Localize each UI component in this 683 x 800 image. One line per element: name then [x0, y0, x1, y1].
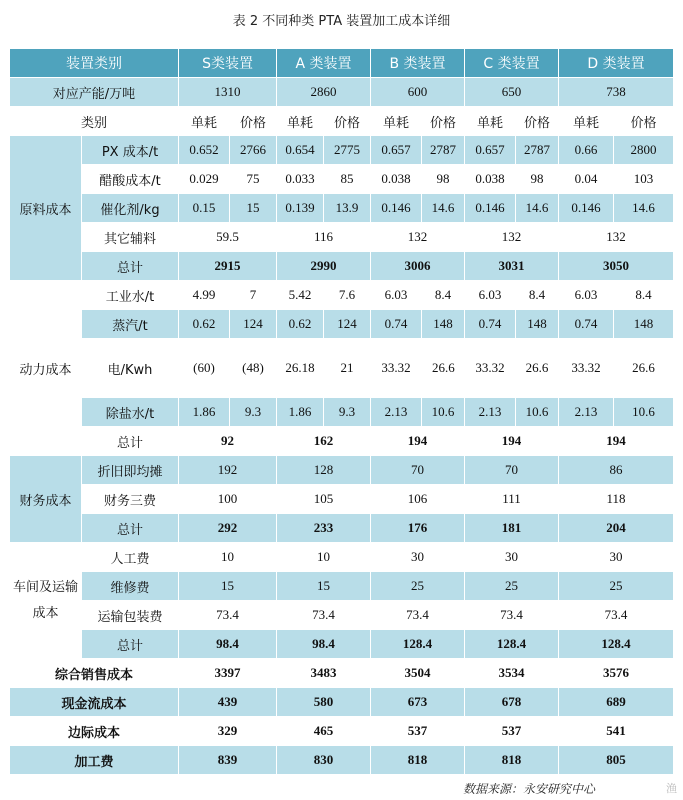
table-cell: 8.4: [516, 281, 559, 310]
subheader-price: 价格: [324, 107, 371, 136]
table-cell: 0.74: [371, 310, 422, 339]
table-row: [10, 194, 674, 223]
watermark-logo: 渔: [666, 782, 677, 795]
subheader-row: [10, 107, 674, 136]
table-cell: 100: [179, 485, 277, 514]
table-cell: 10.6: [516, 398, 559, 427]
table-cell: 8.4: [614, 281, 674, 310]
row-label: 醋酸成本/t: [82, 165, 179, 194]
total-row: [10, 252, 674, 281]
header-device: B 类装置: [371, 49, 465, 78]
subheader-unit: 单耗: [277, 107, 324, 136]
table-row: [10, 572, 674, 601]
table-cell: 0.146: [559, 194, 614, 223]
row-label: 总计: [82, 427, 179, 456]
table-cell: 26.6: [614, 339, 674, 398]
header-device: D 类装置: [559, 49, 674, 78]
table-cell: 85: [324, 165, 371, 194]
subheader-price: 价格: [614, 107, 674, 136]
table-cell: 26.6: [516, 339, 559, 398]
table-cell: 98: [422, 165, 465, 194]
row-label: 综合销售成本: [10, 659, 179, 688]
row-label: 现金流成本: [10, 688, 179, 717]
header-category: 装置类别: [10, 49, 179, 78]
table-cell: 105: [277, 485, 371, 514]
row-label: 边际成本: [10, 717, 179, 746]
table-cell: 14.6: [422, 194, 465, 223]
table-cell: 73.4: [277, 601, 371, 630]
table-cell: 3576: [559, 659, 674, 688]
table-cell: 86: [559, 456, 674, 485]
table-cell: 0.66: [559, 136, 614, 165]
table-row: [10, 456, 674, 485]
table-cell: 2.13: [559, 398, 614, 427]
table-cell: 10: [179, 543, 277, 572]
table-cell: 118: [559, 485, 674, 514]
table-cell: 26.18: [277, 339, 324, 398]
capacity-row: [10, 78, 674, 107]
table-cell: 15: [277, 572, 371, 601]
table-cell: 124: [230, 310, 277, 339]
table-row: [10, 136, 674, 165]
table-cell: 9.3: [324, 398, 371, 427]
table-cell: 128.4: [371, 630, 465, 659]
table-cell: 98: [516, 165, 559, 194]
table-cell: 329: [179, 717, 277, 746]
row-label: 维修费: [82, 572, 179, 601]
group-power: 动力成本: [10, 281, 82, 456]
table-cell: 0.033: [277, 165, 324, 194]
row-label: 总计: [82, 514, 179, 543]
table-cell: 0.657: [371, 136, 422, 165]
table-cell: 3397: [179, 659, 277, 688]
total-row: [10, 630, 674, 659]
row-label: 其它辅料: [82, 223, 179, 252]
table-cell: 818: [371, 746, 465, 775]
subheader-unit: 单耗: [179, 107, 230, 136]
subheader-price: 价格: [422, 107, 465, 136]
table-cell: 73.4: [559, 601, 674, 630]
table-cell: 0.62: [277, 310, 324, 339]
table-cell: 0.74: [465, 310, 516, 339]
table-cell: 1310: [179, 78, 277, 107]
table-cell: 132: [371, 223, 465, 252]
wrapped-value: 26.6: [432, 360, 455, 375]
table-cell: 194: [465, 427, 559, 456]
table-cell: 6.03: [465, 281, 516, 310]
summary-row: [10, 659, 674, 688]
table-cell: 2775: [324, 136, 371, 165]
page-title: 表 2 不同种类 PTA 装置加工成本详细: [232, 14, 451, 29]
table-cell: 128.4: [465, 630, 559, 659]
table-cell: 0.62: [179, 310, 230, 339]
table-cell: 181: [465, 514, 559, 543]
table-cell: 580: [277, 688, 371, 717]
table-cell: 9.3: [230, 398, 277, 427]
table-cell: 600: [371, 78, 465, 107]
table-cell: 8.4: [422, 281, 465, 310]
table-cell: 439: [179, 688, 277, 717]
group-raw: 原料成本: [10, 136, 82, 281]
table-cell: 2787: [516, 136, 559, 165]
table-cell: 673: [371, 688, 465, 717]
table-cell: 2766: [230, 136, 277, 165]
table-cell: 30: [371, 543, 465, 572]
table-cell: 7: [230, 281, 277, 310]
header-device: A 类装置: [277, 49, 371, 78]
table-cell: 541: [559, 717, 674, 746]
table-cell: 0.04: [559, 165, 614, 194]
table-cell: 124: [324, 310, 371, 339]
table-cell: 1.86: [179, 398, 230, 427]
table-cell: 33.32: [371, 339, 422, 398]
row-label: 类别: [10, 107, 179, 136]
table-cell: 70: [371, 456, 465, 485]
table-row: [10, 223, 674, 252]
table-cell: 25: [465, 572, 559, 601]
group-finance: 财务成本: [10, 456, 82, 543]
row-label: 人工费: [82, 543, 179, 572]
row-label: 除盐水/t: [82, 398, 179, 427]
header-row: [10, 49, 674, 78]
table-cell: 537: [371, 717, 465, 746]
summary-row: [10, 746, 674, 775]
table-cell: 2787: [422, 136, 465, 165]
table-cell: 3031: [465, 252, 559, 281]
table-cell: 15: [230, 194, 277, 223]
table-cell: 830: [277, 746, 371, 775]
table-cell: 465: [277, 717, 371, 746]
row-label: 电/Kwh: [82, 339, 179, 398]
table-cell: 10.6: [614, 398, 674, 427]
table-cell: 2.13: [371, 398, 422, 427]
table-cell: 10: [277, 543, 371, 572]
table-row: [10, 310, 674, 339]
table-cell: 92: [179, 427, 277, 456]
subheader-unit: 单耗: [371, 107, 422, 136]
table-cell: 98.4: [277, 630, 371, 659]
table-row: [10, 398, 674, 427]
header-device: C 类装置: [465, 49, 559, 78]
table-cell: 2.13: [465, 398, 516, 427]
table-row: [10, 543, 674, 572]
table-cell: 10.6: [422, 398, 465, 427]
table-cell: 30: [465, 543, 559, 572]
table-cell: 738: [559, 78, 674, 107]
table-cell: 25: [371, 572, 465, 601]
table-cell: 0.146: [465, 194, 516, 223]
table-cell: (48): [230, 339, 277, 398]
table-cell: 6.03: [559, 281, 614, 310]
table-cell: 15: [179, 572, 277, 601]
table-cell: 1.86: [277, 398, 324, 427]
table-cell: 73.4: [371, 601, 465, 630]
table-row: [10, 601, 674, 630]
table-cell: 13.9: [324, 194, 371, 223]
table-cell: 2915: [179, 252, 277, 281]
table-cell: 805: [559, 746, 674, 775]
row-label: 总计: [82, 252, 179, 281]
table-row: [10, 485, 674, 514]
table-cell: 192: [179, 456, 277, 485]
table-cell: 14.6: [516, 194, 559, 223]
table-cell: 25: [559, 572, 674, 601]
table-cell: 106: [371, 485, 465, 514]
table-cell: 0.657: [465, 136, 516, 165]
table-cell: 73.4: [179, 601, 277, 630]
table-cell: 148: [516, 310, 559, 339]
table-cell: 3534: [465, 659, 559, 688]
table-cell: 4.99: [179, 281, 230, 310]
table-cell: 128: [277, 456, 371, 485]
table-cell: 0.652: [179, 136, 230, 165]
table-row: [10, 165, 674, 194]
table-row: [10, 339, 674, 398]
table-cell: 98.4: [179, 630, 277, 659]
table-cell: 73.4: [465, 601, 559, 630]
table-cell: 204: [559, 514, 674, 543]
total-row: [10, 427, 674, 456]
table-cell: 2860: [277, 78, 371, 107]
table-cell: 128.4: [559, 630, 674, 659]
table-cell: 111: [465, 485, 559, 514]
table-row: [10, 281, 674, 310]
group-workshop: 车间及运输成本: [10, 543, 82, 659]
summary-row: [10, 688, 674, 717]
table-cell: 132: [465, 223, 559, 252]
table-cell: 194: [371, 427, 465, 456]
summary-row: [10, 717, 674, 746]
row-label: 折旧即均摊: [82, 456, 179, 485]
table-cell: 70: [465, 456, 559, 485]
table-cell: 0.15: [179, 194, 230, 223]
table-cell: 148: [614, 310, 674, 339]
table-cell: 689: [559, 688, 674, 717]
table-cell: 103: [614, 165, 674, 194]
table-cell: 3006: [371, 252, 465, 281]
table-cell: 30: [559, 543, 674, 572]
table-cell: 2800: [614, 136, 674, 165]
row-label: 加工费: [10, 746, 179, 775]
subheader-price: 价格: [230, 107, 277, 136]
data-source-note: 数据来源：永安研究中心: [462, 782, 595, 796]
row-label: 蒸汽/t: [82, 310, 179, 339]
table-cell: 176: [371, 514, 465, 543]
table-cell: 132: [559, 223, 674, 252]
table-cell: 148: [422, 310, 465, 339]
row-label: 运输包装费: [82, 601, 179, 630]
table-cell: 2990: [277, 252, 371, 281]
row-label: PX 成本/t: [82, 136, 179, 165]
table-cell: 292: [179, 514, 277, 543]
table-cell: 0.146: [371, 194, 422, 223]
table-cell: 3050: [559, 252, 674, 281]
row-label: 工业水/t: [82, 281, 179, 310]
header-device: S类装置: [179, 49, 277, 78]
subheader-unit: 单耗: [559, 107, 614, 136]
table-cell: 59.5: [179, 223, 277, 252]
row-label: 财务三费: [82, 485, 179, 514]
table-cell: 33.32: [559, 339, 614, 398]
table-cell: 14.6: [614, 194, 674, 223]
table-cell: 5.42: [277, 281, 324, 310]
table-cell: 3483: [277, 659, 371, 688]
table-cell: 0.654: [277, 136, 324, 165]
table-cell: 650: [465, 78, 559, 107]
table-cell: 0.029: [179, 165, 230, 194]
table-cell: 818: [465, 746, 559, 775]
table-cell: 116: [277, 223, 371, 252]
table-cell: 162: [277, 427, 371, 456]
subheader-unit: 单耗: [465, 107, 516, 136]
cost-table: [9, 48, 674, 775]
table-cell: 33.32: [465, 339, 516, 398]
table-cell: 0.038: [371, 165, 422, 194]
table-cell: (60): [179, 339, 230, 398]
table-cell: [422, 339, 465, 398]
row-label: 对应产能/万吨: [10, 78, 179, 107]
table-cell: 7.6: [324, 281, 371, 310]
subheader-price: 价格: [516, 107, 559, 136]
table-cell: 6.03: [371, 281, 422, 310]
table-cell: 21: [324, 339, 371, 398]
total-row: [10, 514, 674, 543]
table-cell: 537: [465, 717, 559, 746]
row-label: 总计: [82, 630, 179, 659]
table-cell: 0.139: [277, 194, 324, 223]
row-label: 催化剂/kg: [82, 194, 179, 223]
table-cell: 233: [277, 514, 371, 543]
table-cell: 194: [559, 427, 674, 456]
table-cell: 3504: [371, 659, 465, 688]
table-cell: 678: [465, 688, 559, 717]
table-cell: 75: [230, 165, 277, 194]
table-cell: 0.038: [465, 165, 516, 194]
table-cell: 0.74: [559, 310, 614, 339]
table-cell: 839: [179, 746, 277, 775]
